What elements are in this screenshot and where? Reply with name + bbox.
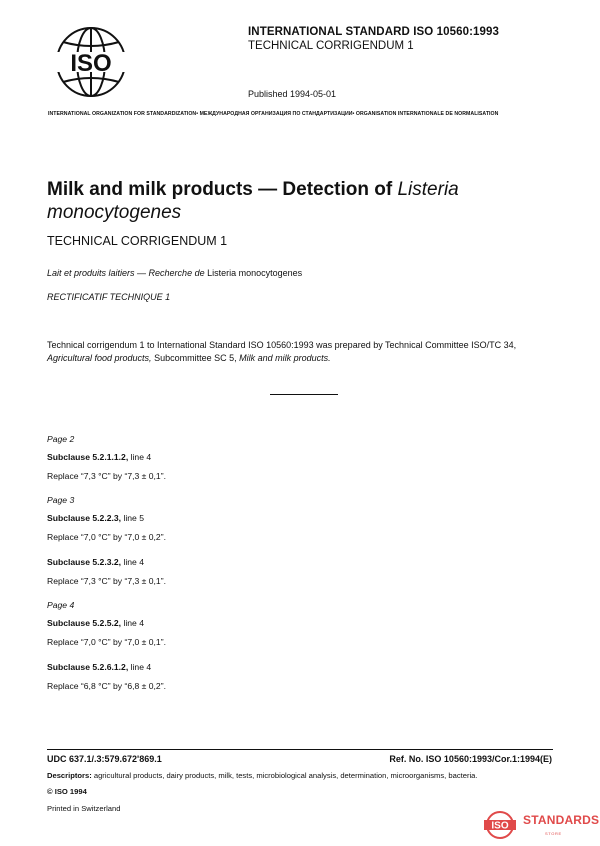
store-logo-text: ISO: [491, 820, 509, 832]
descriptors-label: Descriptors:: [47, 771, 92, 780]
iso-logo: [49, 24, 133, 100]
separator-rule: [270, 394, 338, 395]
standards-store-watermark: [483, 810, 600, 840]
intro-part2: Subcommittee SC 5,: [154, 353, 237, 363]
subclause-ref: Subclause 5.2.6.1.2, line 4: [47, 662, 152, 672]
corrigendum-label: TECHNICAL CORRIGENDUM 1: [248, 40, 414, 52]
descriptors-list: agricultural products, dairy products, milk, tests, microbiological analysis, determination, microorganisms, bacteria.: [93, 771, 478, 780]
page-label: Page 4: [47, 600, 75, 610]
replacement-text: Replace “7,3 °C” by “7,3 ± 0,1”.: [47, 576, 166, 586]
published-date: Published 1994-05-01: [248, 89, 337, 99]
subcommittee-name: Milk and milk products.: [239, 353, 331, 363]
printed-in: Printed in Switzerland: [47, 804, 121, 813]
descriptors: [47, 771, 567, 780]
french-title-prefix: Lait et produits laitiers — Recherche de: [47, 268, 205, 278]
title-main: Milk and milk products — Detection of: [47, 179, 393, 200]
iso-logo-text: ISO: [70, 50, 112, 77]
replacement-text: Replace “7,3 °C” by “7,3 ± 0,1”.: [47, 471, 166, 481]
replacement-text: Replace “7,0 °C” by “7,0 ± 0,2”.: [47, 532, 166, 542]
organization-line: INTERNATIONAL ORGANIZATION FOR STANDARDIZATION• МЕЖДУНАРОДНАЯ ОРГАНИЗАЦИЯ ПО СТАНДАРТИЗАЦИИ• ORGANISATION INTERNATIONALE DE NORMALISATION: [48, 111, 499, 117]
replacement-text: Replace “7,0 °C” by “7,0 ± 0,1”.: [47, 637, 166, 647]
subclause-ref: Subclause 5.2.1.1.2, line 4: [47, 452, 152, 462]
intro-paragraph: [47, 339, 547, 365]
corrigendum-heading: TECHNICAL CORRIGENDUM 1: [47, 234, 228, 248]
subclause-ref: Subclause 5.2.2.3, line 5: [47, 513, 144, 523]
replacement-text: Replace “6,8 °C” by “6,8 ± 0,2”.: [47, 681, 166, 691]
french-corrigendum: RECTIFICATIF TECHNIQUE 1: [47, 292, 171, 302]
store-subtext: STORE: [545, 831, 562, 836]
standard-title: INTERNATIONAL STANDARD ISO 10560:1993: [248, 26, 500, 38]
page-label: Page 2: [47, 434, 75, 444]
subclause-ref: Subclause 5.2.3.2, line 4: [47, 557, 144, 567]
footer-rule: [47, 749, 553, 750]
reference-number: Ref. No. ISO 10560:1993/Cor.1:1994(E): [389, 754, 552, 764]
copyright: © ISO 1994: [47, 787, 87, 796]
title-italic: Listeria monocytogenes: [47, 179, 459, 223]
french-title: [47, 268, 302, 278]
store-logo-icon: [483, 810, 517, 840]
committee-name: Agricultural food products,: [47, 353, 152, 363]
corrections-list: [47, 434, 547, 705]
intro-part1: Technical corrigendum 1 to International Standard ISO 10560:1993 was prepared by Technical Committee ISO/TC 34,: [47, 340, 517, 350]
document-title: [47, 178, 547, 224]
french-title-organism: Listeria monocytogenes: [207, 268, 303, 278]
udc-code: UDC 637.1/.3:579.672'869.1: [47, 754, 162, 764]
store-name: STANDARDS: [523, 813, 600, 827]
subclause-ref: Subclause 5.2.5.2, line 4: [47, 618, 144, 628]
page-label: Page 3: [47, 495, 75, 505]
